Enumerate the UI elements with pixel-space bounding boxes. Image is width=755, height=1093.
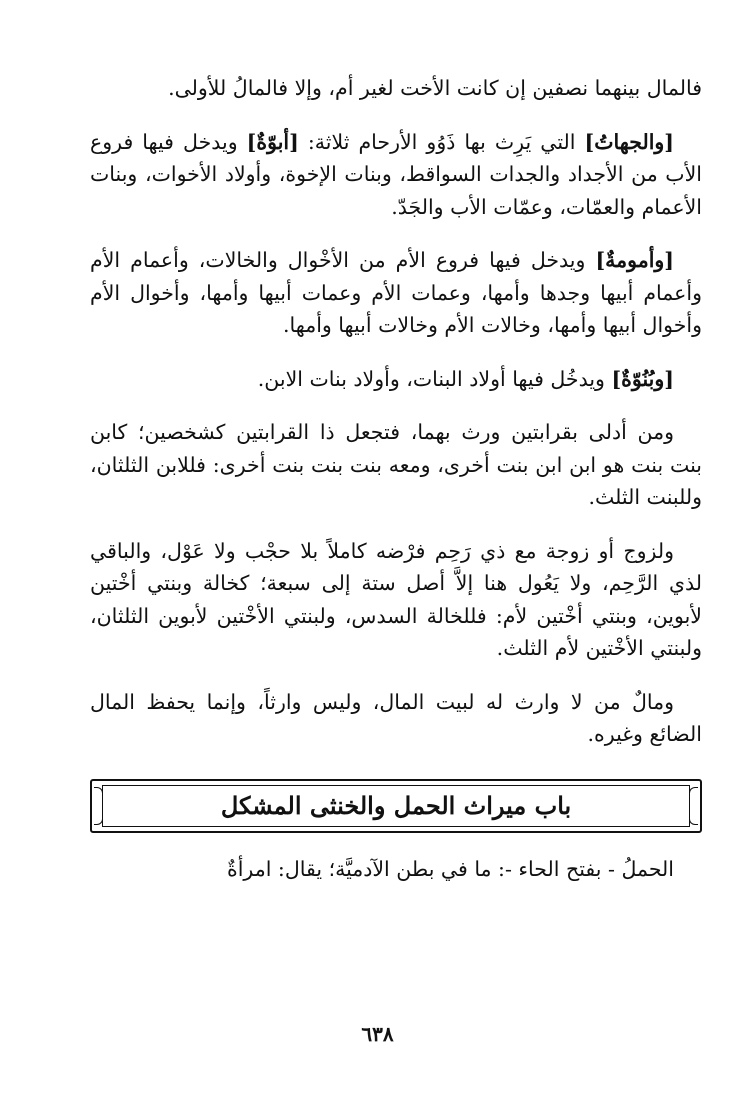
- paragraph-5: [90, 416, 702, 514]
- paragraph-8: [90, 853, 702, 886]
- frame-ornament: [94, 787, 103, 825]
- paragraph-text: فالمال بينهما نصفين إن كانت الأخت لغير أم، وإلا فالمالُ للأولى.: [168, 76, 702, 100]
- paragraph-6: [90, 535, 702, 665]
- paragraph-3: [90, 244, 702, 342]
- section-title-frame: [90, 779, 702, 833]
- section-title: باب ميراث الحمل والخنثى المشكل: [211, 791, 581, 820]
- paragraph-text: ويدخُل فيها أولاد البنات، وأولاد بنات الابن.: [257, 366, 612, 391]
- paragraph-text: ويدخل فيها فروع الأب من الأجداد والجدات السواقط، وبنات الإخوة، وأولاد الأخوات، وبنات الأعمام والعمّات، وعمّات الأب والجَدّ.: [90, 129, 702, 219]
- term-label: [وبُنُوّةٌ]: [611, 366, 674, 391]
- paragraph-text: ولزوج أو زوجة مع ذي رَحِم فرْضه كاملاً بلا حجْب ولا عَوْل، والباقي لذي الرَّحِم، ولا يَعُول هنا إلاَّ أصل ستة إلى سبعة؛ كخالة وبنتي أخْتين لأبوين، وبنتي أخْتين لأم: فللخالة السدس، ولبنتي الأخْتين لأبوين الثلثان، ولبنتي الأخْتين لأم الثلث.: [90, 538, 702, 660]
- term-label: [والجهاتُ]: [584, 129, 674, 154]
- frame-ornament: [689, 787, 698, 825]
- page-number: ٦٣٨: [361, 1022, 394, 1046]
- page-body: [90, 72, 702, 906]
- term-label: [أبوّةٌ]: [246, 129, 299, 154]
- paragraph-text: ومن أدلى بقرابتين ورث بهما، فتجعل ذا القرابتين كشخصين؛ كابن بنت بنت هو ابن ابن بنت أخرى، ومعه بنت بنت بنت أخرى: فللابن الثلثان، وللبنت الثلث.: [90, 420, 702, 509]
- paragraph-1: [90, 72, 702, 105]
- paragraph-7: [90, 686, 702, 751]
- paragraph-text: الحملُ - بفتح الحاء -: ما في بطن الآدميَّة؛ يقال: امرأةٌ: [226, 856, 674, 881]
- paragraph-text: ويدخل فيها فروع الأم من الأخْوال والخالات، وأعمام الأم وأعمام أبيها وجدها وأمها، وعمات الأم وعمات أبيها وأمها، وأخوال الأم وأخوال أبيها وأمها، وخالات الأم وخالات أبيها وأمها.: [90, 248, 702, 337]
- paragraph-text: ومالٌ من لا وارث له لبيت المال، وليس وارثاً، وإنما يحفظ المال الضائع وغيره.: [90, 689, 702, 746]
- paragraph-text: التي يَرِث بها ذَوُو الأرحام ثلاثة:: [298, 129, 585, 154]
- term-label: [وأمومةٌ]: [595, 248, 674, 272]
- paragraph-4: [90, 363, 702, 396]
- paragraph-2: [90, 126, 702, 224]
